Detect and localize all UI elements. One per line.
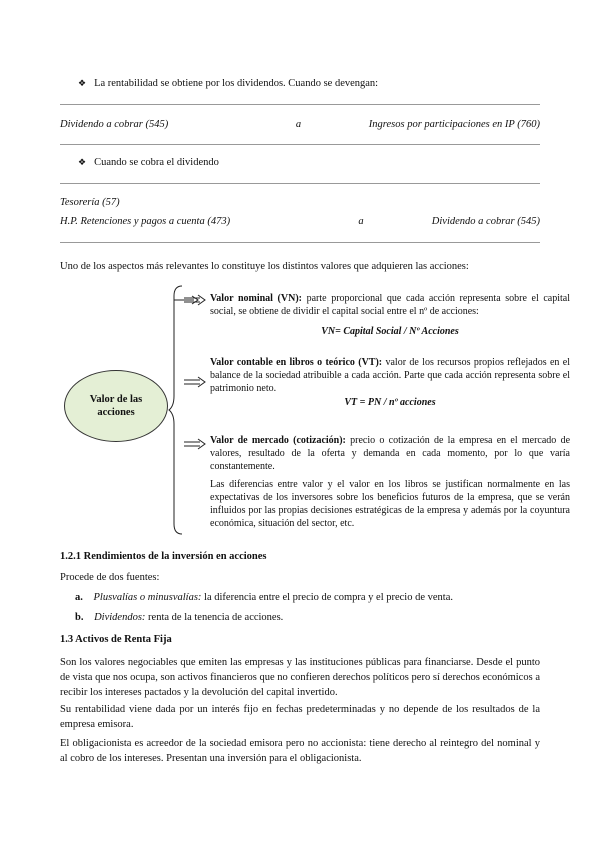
divider	[60, 104, 540, 105]
item-contable-text: valor de los recursos propios reflejados en el balance de la sociedad atribuible a cada acción. Parte que cada acción representa sobre el patrimonio neto.	[210, 357, 570, 395]
bullet-text-2: Cuando se cobra el dividendo	[94, 157, 219, 168]
center-ellipse	[64, 370, 168, 442]
item-mercado-extra: Las diferencias entre valor y el valor en los libros se justifican normalmente en las expectativas de los inversores sobre los beneficios futuros de la empresa, que se verán influidos por las propias decisiones estratégicas de la empresa y además por la coyuntura económica, situación del sector, etc.	[210, 478, 570, 530]
entry2-credit: Dividendo a cobrar (545)	[431, 216, 540, 227]
center-label: Valor de las acciones	[89, 393, 143, 418]
diamond-bullet-icon: ❖	[78, 78, 87, 88]
bullet-text-1: La rentabilidad se obtiene por los dividendos. Cuando se devengan:	[94, 78, 379, 89]
bullet-line-2	[78, 157, 219, 168]
list-text-a: la diferencia entre el precio de compra y el precio de venta.	[201, 592, 453, 603]
list-marker-b: b.	[75, 612, 84, 623]
item-mercado-text: precio o cotización de la empresa en el mercado de valores, resultado de la oferta y demanda en cada momento, por lo que varía constantemente.	[210, 435, 571, 473]
item-contable	[184, 356, 570, 409]
section-13-paragraph-1: Son los valores negociables que emiten las empresas y las instituciones públicas para financiarse. Desde el punto de vista que nos ocupa, son activos financieros que no confieren derechos políticos pero sí derechos económicos a recibir los intereses pactados y la devolución del capital invertido.	[60, 657, 540, 699]
item-contable-title: Valor contable en libros o teórico (VT):	[210, 357, 383, 368]
list-term-a: Plusvalías o minusvalías:	[93, 592, 202, 603]
entry1-debit: Dividendo a cobrar (545)	[60, 119, 169, 130]
entry2-line1: Tesorería (57)	[60, 197, 120, 208]
journal-entry-1	[60, 119, 540, 130]
list-marker-a: a.	[75, 592, 83, 603]
divider	[60, 144, 540, 145]
list-text-b: renta de la tenencia de acciones.	[145, 612, 284, 623]
item-nominal	[184, 292, 570, 339]
entry1-a: a	[295, 119, 302, 130]
journal-entry-2	[60, 216, 540, 227]
section-121-intro: Procede de dos fuentes:	[60, 572, 160, 583]
list-term-b: Dividendos:	[94, 612, 146, 623]
list-item-a	[75, 592, 453, 603]
item-nominal-text: parte proporcional que cada acción representa sobre el capital social, se obtiene de dividir el capital social entre el nº de acciones:	[210, 293, 570, 318]
list-item-b	[75, 612, 283, 623]
section-13-paragraph-3: El obligacionista es acreedor de la sociedad emisora pero no accionista: tiene derecho al reintegro del nominal y al cobro de los intereses. Presentan una inversión para el obligacionista.	[60, 738, 540, 765]
diamond-bullet-icon: ❖	[78, 157, 87, 167]
section-121-heading: 1.2.1 Rendimientos de la inversión en acciones	[60, 551, 267, 562]
share-values-diagram	[60, 284, 571, 536]
item-mercado-title: Valor de mercado (cotización):	[210, 435, 346, 446]
formula-vt: VT = PN / nº acciones	[344, 396, 436, 408]
section-13-heading: 1.3 Activos de Renta Fija	[60, 634, 172, 645]
item-mercado	[184, 434, 570, 530]
brace-icon	[168, 284, 184, 536]
intro-paragraph: Uno de los aspectos más relevantes lo constituye los distintos valores que adquieren las acciones:	[60, 261, 469, 272]
divider	[60, 242, 540, 243]
entry2-a: a	[358, 216, 364, 227]
entry2-debit: H.P. Retenciones y pagos a cuenta (473)	[60, 216, 231, 227]
entry1-credit: Ingresos por participaciones en IP (760)	[368, 119, 540, 130]
item-nominal-title: Valor nominal (VN):	[210, 293, 302, 304]
formula-vn: VN= Capital Social / Nº Acciones	[321, 326, 459, 338]
bullet-line-1	[78, 78, 378, 89]
divider	[60, 183, 540, 184]
section-13-paragraph-2: Su rentabilidad viene dada por un interés fijo en fechas predeterminadas y no depende de los resultados de la empresa emisora.	[60, 704, 540, 731]
